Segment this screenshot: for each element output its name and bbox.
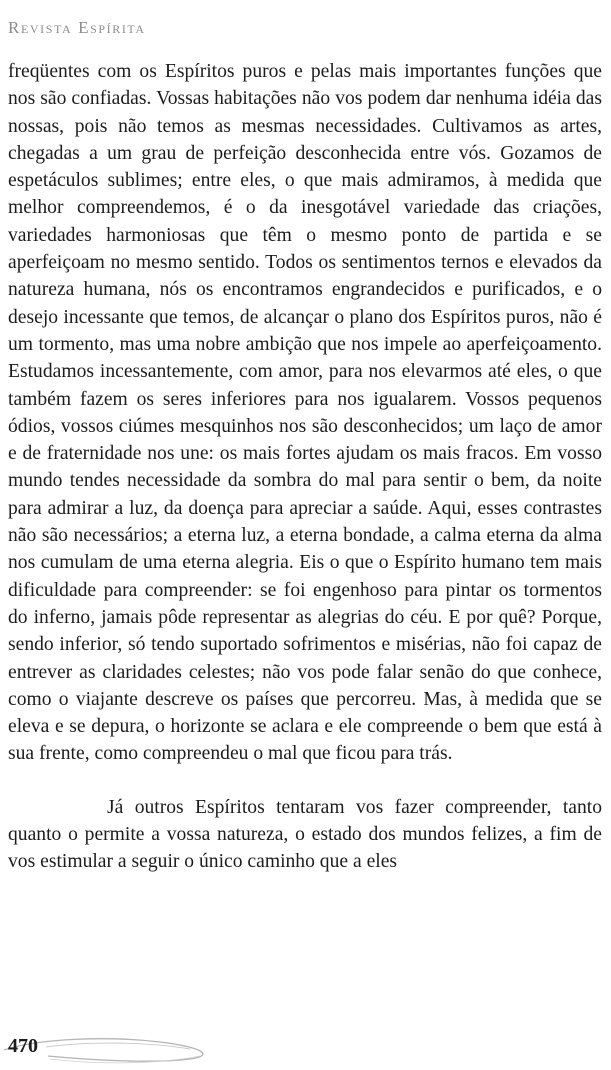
body-paragraph: freqüentes com os Espíritos puros e pelas mais importantes funções que nos são confiadas. Vossas habitações não vos podem dar nenhuma idéia das nossas, pois não temos as mesmas necessidades. Cultivamos as artes, chegadas a um grau de perfeição desconhecida entre vós. Gozamos de espetáculos sublimes; entre eles, o que mais admiramos, à medida que melhor compreendemos, é o da inesgotável variedade das criações, variedades harmoniosas que têm o mesmo ponto de partida e se aperfeiçoam no mesmo sentido. Todos os sentimentos ternos e elevados da natureza humana, nós os encontramos engrandecidos e purificados, e o desejo incessante que temos, de alcançar o plano dos Espíritos puros, não é um tormento, mas uma nobre ambição que nos impele ao aperfeiçoamento. Estudamos incessantemente, com amor, para nos elevarmos até eles, o que também fazem os seres inferiores para nos igualarem. Vossos pequenos ódios, vossos ciúmes mesquinhos nos são desconhecidos; um laço de amor e de fraternidade nos une: os mais fortes ajudam os mais fracos. Em vosso mundo tendes necessidade da sombra do mal para sentir o bem, da noite para admirar a luz, da doença para apreciar a saúde. Aqui, esses contrastes não são necessários; a eterna luz, a eterna bondade, a calma eterna da alma nos cumulam de uma eterna alegria. Eis o que o Espírito humano tem mais dificuldade para compreender: se foi engenhoso para pintar os tormentos do inferno, jamais pôde representar as alegrias do céu. E por quê? Porque, sendo inferior, só tendo suportado sofrimentos e misérias, não foi capaz de entrever as claridades celestes; não vos pode falar senão do que conhece, como o viajante descreve os países que percorreu. Mas, à medida que se eleva e se depura, o horizonte se aclara e ele compreende o bem que está à sua frente, como compreendeu o mal que ficou para trás. — [8, 61, 602, 765]
page-number: 470 — [8, 1035, 38, 1057]
running-header: Revista Espírita — [8, 18, 146, 37]
body-paragraph: Já outros Espíritos tentaram vos fazer compreender, tanto quanto o permite a vossa natureza, o estado dos mundos felizes, a fim de vos estimular a seguir o único caminho que a eles — [8, 796, 602, 873]
page-body — [8, 58, 602, 876]
